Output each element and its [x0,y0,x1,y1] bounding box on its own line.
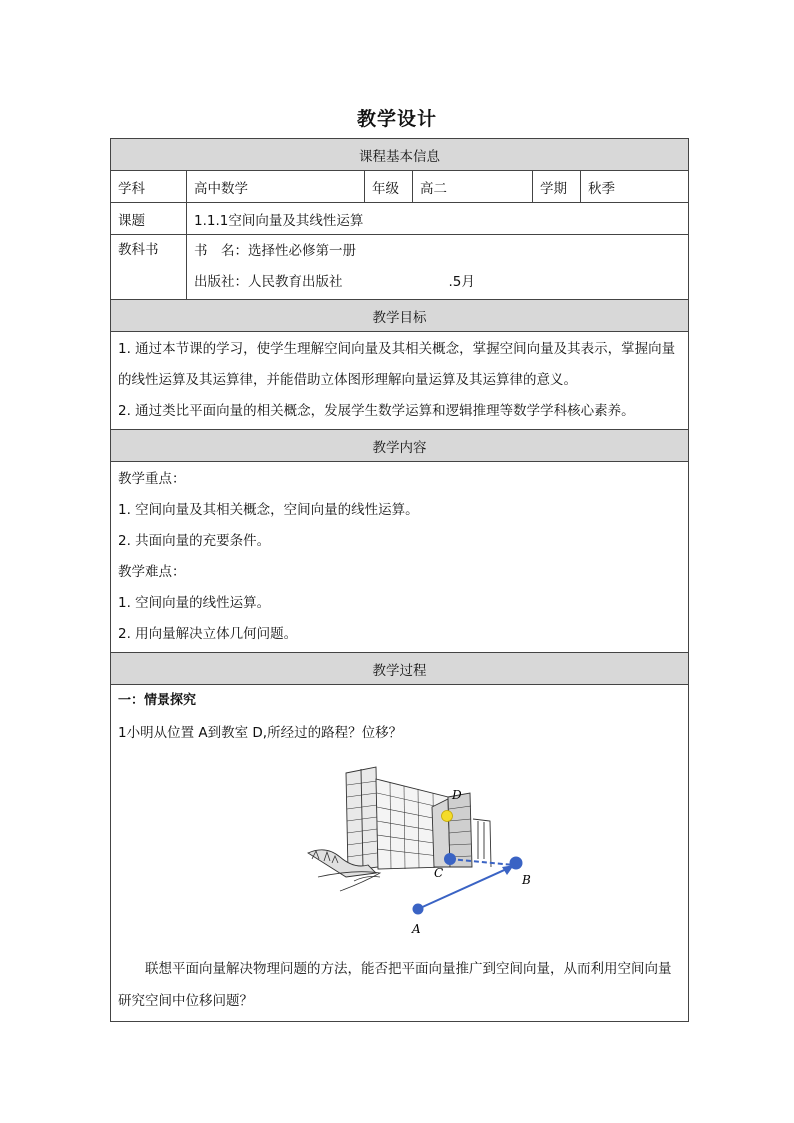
process-cell [111,685,689,1022]
vector-a-b [418,867,511,909]
book-name: 书 名：选择性必修第一册 [194,243,356,259]
term-label: 学期 [533,171,581,203]
textbook-row [111,235,689,300]
label-c: C [434,866,444,880]
key-point-item: 2. 共面向量的充要条件。 [118,533,271,549]
point-d [442,811,453,822]
key-point-item: 1. 空间向量及其相关概念，空间向量的线性运算。 [118,502,419,518]
difficulty-label: 教学难点： [118,564,186,580]
subject-label: 学科 [111,171,187,203]
publish-date: .5月 [448,274,475,290]
publisher: 出版社：人民教育出版社 [194,274,343,290]
building-illustration [308,767,491,891]
section-process: 教学过程 [111,653,689,685]
label-a: A [412,922,421,936]
section-basic-info: 课程基本信息 [111,139,689,171]
document-title: 教学设计 [356,108,437,130]
textbook-label: 教科书 [111,235,187,300]
topic-label: 课题 [111,203,187,235]
section-content: 教学内容 [111,430,689,462]
term-value: 秋季 [581,171,689,203]
building-vector-figure [118,749,680,949]
figure-area [118,749,681,949]
section-objectives: 教学目标 [111,300,689,332]
point-c [444,853,456,865]
objectives-cell [111,332,689,430]
point-b [510,857,523,870]
label-d: D [452,788,462,802]
objective-item: 2. 通过类比平面向量的相关概念，发展学生数学运算和逻辑推理等数学学科核心素养。 [118,403,635,419]
key-points-label: 教学重点： [118,471,186,487]
process-question: 1小明从位置 A到教室 D,所经过的路程？位移？ [118,725,403,741]
point-a [413,904,424,915]
topic-value: 1.1.1空间向量及其线性运算 [187,203,689,235]
difficulty-item: 1. 空间向量的线性运算。 [118,595,271,611]
info-row [111,171,689,203]
topic-row [111,203,689,235]
process-heading: 一：情景探究 [118,693,197,708]
objective-item: 1. 通过本节课的学习，使学生理解空间向量及其相关概念，掌握空间向量及其表示，掌握向量的线性运算及其运算律，并能借助立体图形理解向量运算及其运算律的意义。 [118,341,676,388]
subject-value: 高中数学 [187,171,365,203]
content-cell [111,462,689,653]
lesson-plan-table [110,138,689,1022]
grade-label: 年级 [365,171,413,203]
grade-value: 高二 [413,171,533,203]
label-b: B [522,873,531,887]
closing-paragraph: 联想平面向量解决物理问题的方法，能否把平面向量推广到空间向量，从而利用空间向量研究空间中位移问题？ [118,961,672,1009]
publisher-line [194,267,681,298]
difficulty-item: 2. 用向量解决立体几何问题。 [118,626,298,642]
